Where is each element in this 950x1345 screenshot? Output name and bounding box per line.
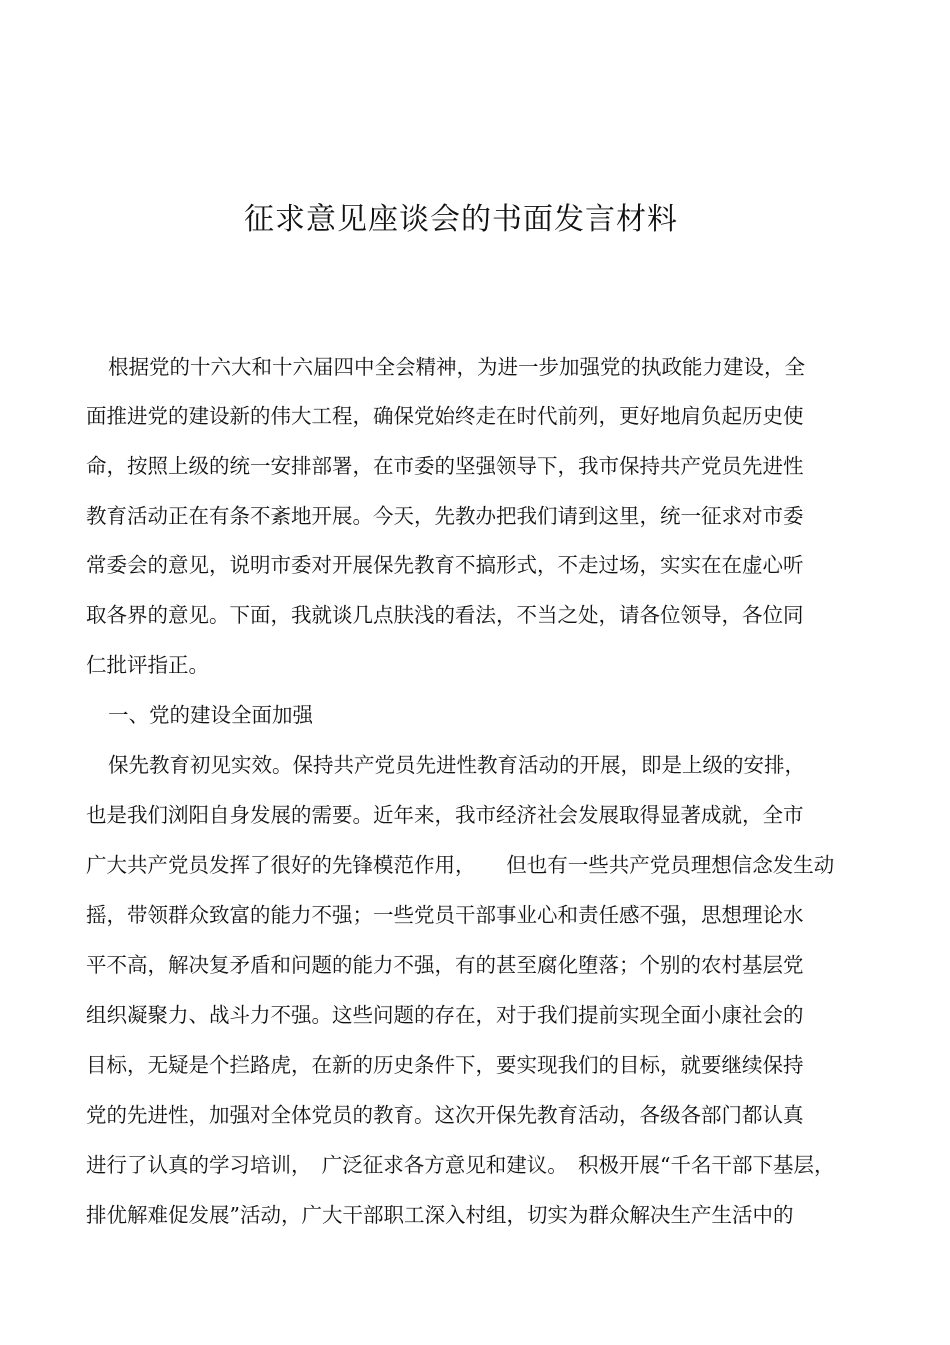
body-line-9: 保先教育初见实效。保持共产党员先进性教育活动的开展，即是上级的安排， — [108, 753, 805, 777]
body-line-13: 平不高，解决复矛盾和问题的能力不强，有的甚至腐化堕落；个别的农村基层党 — [86, 953, 804, 977]
body-line-1: 根据党的十六大和十六届四中全会精神，为进一步加强党的执政能力建设，全 — [108, 355, 805, 379]
body-line-7: 仁批评指正。 — [86, 653, 209, 677]
body-line-11: 广大共产党员发挥了很好的先锋模范作用， 但也有一些共产党员理想信念发生动 — [86, 853, 835, 877]
body-line-18: 排优解难促发展”活动，广大干部职工深入村组，切实为群众解决生产生活中的 — [86, 1203, 794, 1227]
body-line-3: 命，按照上级的统一安排部署，在市委的坚强领导下，我市保持共产党员先进性 — [86, 454, 804, 478]
section-heading-1: 一、党的建设全面加强 — [108, 703, 313, 727]
body-line-6: 取各界的意见。下面，我就谈几点肤浅的看法，不当之处，请各位领导，各位同 — [86, 603, 804, 627]
body-line-10: 也是我们浏阳自身发展的需要。近年来，我市经济社会发展取得显著成就，全市 — [86, 803, 804, 827]
document-title: 征求意见座谈会的书面发言材料 — [244, 202, 678, 237]
body-line-14: 组织凝聚力、战斗力不强。这些问题的存在，对于我们提前实现全面小康社会的 — [86, 1003, 804, 1027]
body-line-17: 进行了认真的学习培训， 广泛征求各方意见和建议。 积极开展“千名干部下基层， — [86, 1153, 835, 1177]
body-line-16: 党的先进性，加强对全体党员的教育。这次开保先教育活动，各级各部门都认真 — [86, 1103, 804, 1127]
body-line-12: 摇，带领群众致富的能力不强；一些党员干部事业心和责任感不强，思想理论水 — [86, 903, 804, 927]
body-line-15: 目标，无疑是个拦路虎，在新的历史条件下，要实现我们的目标，就要继续保持 — [86, 1053, 804, 1077]
body-line-5: 常委会的意见，说明市委对开展保先教育不搞形式，不走过场，实实在在虚心听 — [86, 553, 804, 577]
body-line-4: 教育活动正在有条不紊地开展。今天，先教办把我们请到这里，统一征求对市委 — [86, 504, 804, 528]
body-line-2: 面推进党的建设新的伟大工程，确保党始终走在时代前列，更好地肩负起历史使 — [86, 404, 804, 428]
